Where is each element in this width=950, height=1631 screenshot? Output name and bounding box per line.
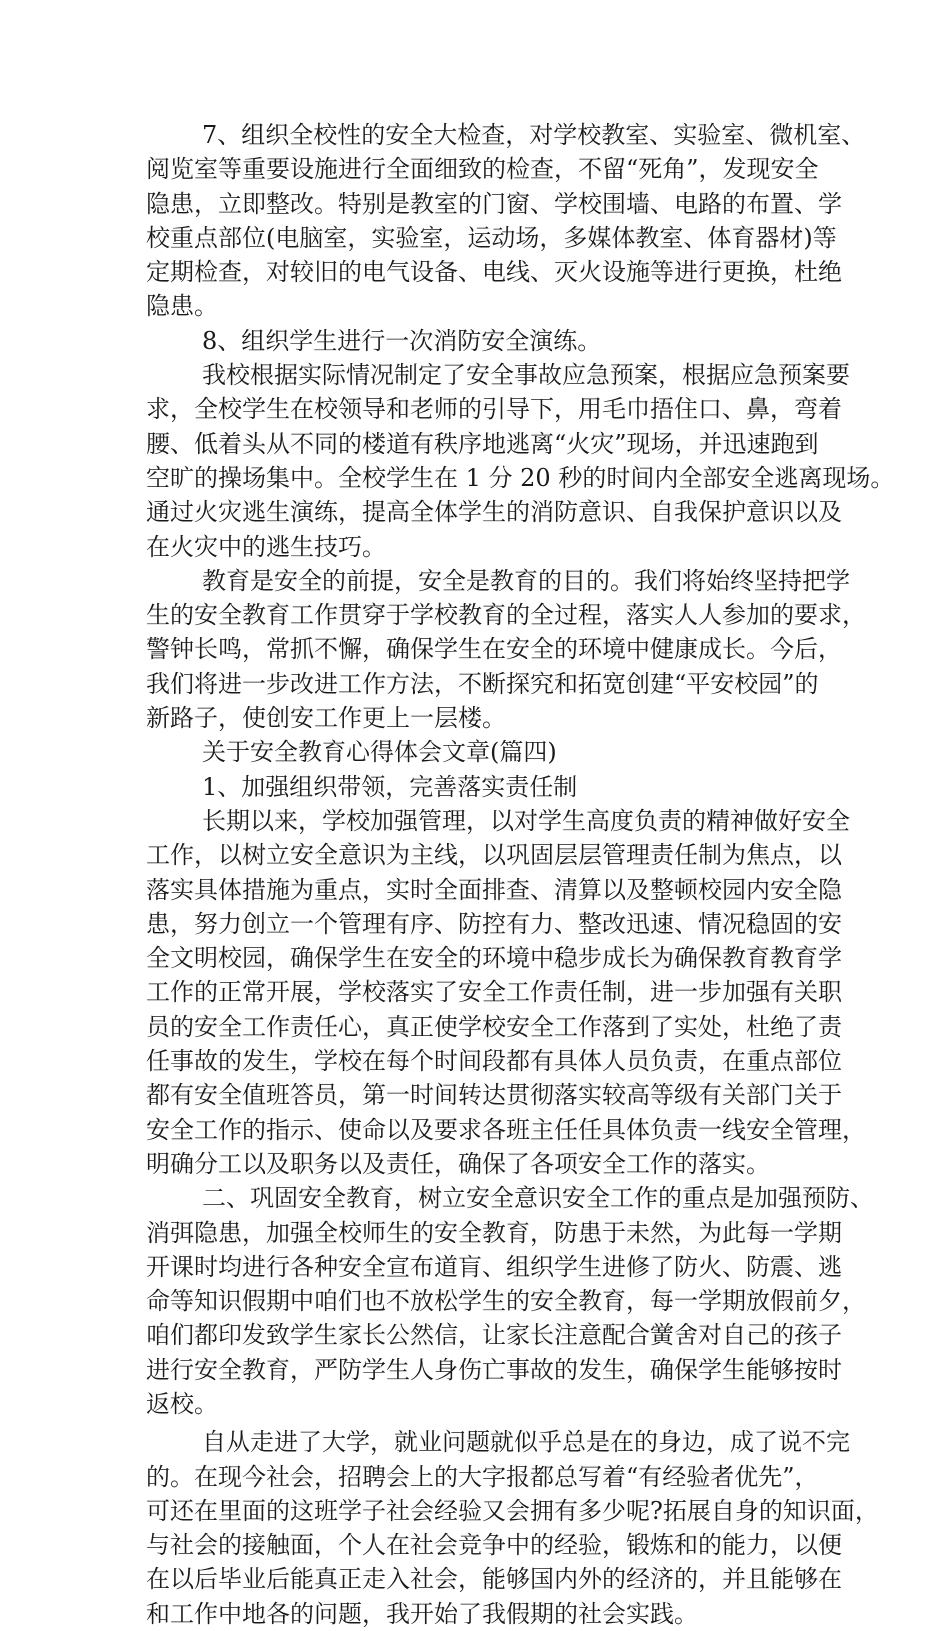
text-line: 7、组织全校性的安全大检查，对学校教室、实验室、微机室、: [202, 121, 866, 149]
text-line: 可还在里面的这班学子社会经验又会拥有多少呢?拓展自身的知识面，: [146, 1496, 879, 1525]
text-line: 患，努力创立一个管理有序、防控有力、整改迅速、情况稳固的安: [146, 909, 842, 938]
text-line: 与社会的接触面，个人在社会竞争中的经验，锻炼和的能力，以便: [146, 1531, 842, 1560]
text-line: 的。在现今社会，招聘会上的大字报都总写着“有经验者优先”，: [146, 1462, 819, 1491]
text-line: 落实具体措施为重点，实时全面排查、清算以及整顿校园内安全隐: [146, 875, 842, 904]
text-line: 定期检查，对较旧的电气设备、电线、灭火设施等进行更换，杜绝: [146, 258, 842, 287]
text-line: 在火灾中的逃生技巧。: [146, 532, 386, 561]
text-line: 隐患，立即整改。特别是教室的门窗、学校围墙、电路的布置、学: [146, 189, 842, 218]
text-line: 8、组织学生进行一次消防安全演练。: [202, 326, 602, 355]
text-line: 求，全校学生在校领导和老师的引导下，用毛巾捂住口、鼻，弯着: [146, 395, 842, 424]
text-line: 空旷的操场集中。全校学生在 1 分 20 秒的时间内全部安全逃离现场。: [146, 463, 895, 492]
text-line: 二、巩固安全教育，树立安全意识安全工作的重点是加强预防、: [202, 1184, 874, 1213]
text-line: 生的安全教育工作贯穿于学校教育的全过程，落实人人参加的要求，: [146, 601, 866, 630]
text-line: 自从走进了大学，就业问题就似乎总是在的身边，成了说不完: [202, 1428, 850, 1457]
text-line: 工作的正常开展，学校落实了安全工作责任制，进一步加强有关职: [146, 978, 842, 1007]
text-line: 阅览室等重要设施进行全面细致的检查，不留“死角”，发现安全: [146, 155, 819, 184]
text-line: 和工作中地各的问题，我开始了我假期的社会实践。: [146, 1599, 698, 1628]
text-line: 校重点部位(电脑室，实验室，运动场，多媒体教室、体育器材)等: [146, 223, 837, 252]
text-line: 返校。: [146, 1389, 218, 1418]
text-line: 咱们都印发致学生家长公然信，让家长注意配合黉舍对自己的孩子: [146, 1321, 842, 1350]
text-line: 命等知识假期中咱们也不放松学生的安全教育，每一学期放假前夕，: [146, 1287, 866, 1316]
text-line: 通过火灾逃生演练，提高全体学生的消防意识、自我保护意识以及: [146, 498, 842, 527]
text-line: 消弭隐患，加强全校师生的安全教育，防患于未然，为此每一学期: [146, 1218, 842, 1247]
text-line: 教育是安全的前提，安全是教育的目的。我们将始终坚持把学: [202, 566, 850, 595]
text-line: 在以后毕业后能真正走入社会，能够国内外的经济的，并且能够在: [146, 1565, 842, 1594]
text-line: 我们将进一步改进工作方法，不断探究和拓宽创建“平安校园”的: [146, 669, 819, 698]
text-line: 腰、低着头从不同的楼道有秩序地逃离“火灾”现场，并迅速跑到: [146, 429, 819, 458]
text-line: 进行安全教育，严防学生人身伤亡事故的发生，确保学生能够按时: [146, 1355, 842, 1384]
text-line: 隐患。: [146, 292, 218, 321]
text-line: 开课时均进行各种安全宣布道肓、组织学生进修了防火、防震、逃: [146, 1252, 842, 1281]
text-line: 新路子，使创安工作更上一层楼。: [146, 704, 506, 733]
text-line: 长期以来，学校加强管理，以对学生高度负责的精神做好安全: [202, 806, 850, 835]
text-line: 任事故的发生，学校在每个时间段都有具体人员负责，在重点部位: [146, 1047, 842, 1076]
text-line: 我校根据实际情况制定了安全事故应急预案，根据应急预案要: [202, 361, 850, 390]
text-line: 1、加强组织带领，完善落实责任制: [202, 772, 578, 801]
text-line: 员的安全工作责任心，真正使学校安全工作落到了实处，杜绝了责: [146, 1012, 842, 1041]
text-line: 工作，以树立安全意识为主线，以巩固层层管理责任制为焦点，以: [146, 841, 842, 870]
text-line: 明确分工以及职务以及责任，确保了各项安全工作的落实。: [146, 1149, 770, 1178]
text-line: 都有安全值班答员，第一时间转达贯彻落实较高等级有关部门关于: [146, 1081, 842, 1110]
text-line: 警钟长鸣，常抓不懈，确保学生在安全的环境中健康成长。今后，: [146, 635, 842, 664]
text-line: 关于安全教育心得体会文章(篇四): [202, 738, 557, 767]
text-line: 安全工作的指示、使命以及要求各班主任任具体负责一线安全管理，: [146, 1115, 866, 1144]
text-line: 全文明校园，确保学生在安全的环境中稳步成长为确保教育教育学: [146, 944, 842, 973]
document-body: [146, 118, 895, 1631]
